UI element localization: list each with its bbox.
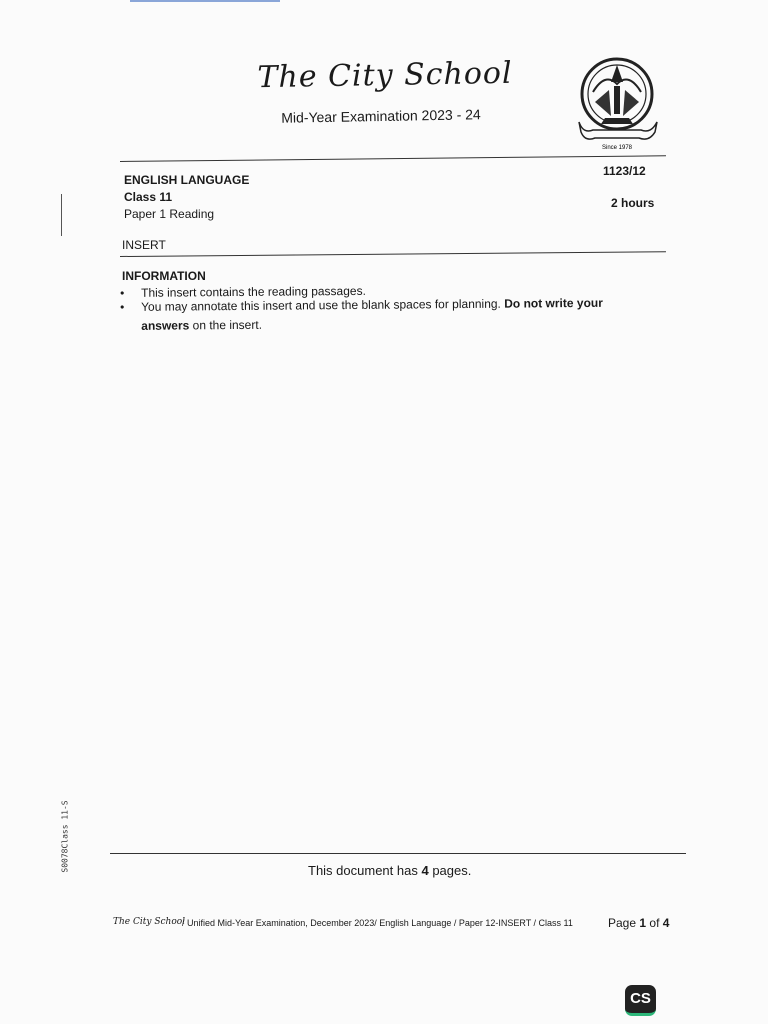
bullet-2-text: You may annotate this insert and use the blank spaces for planning. [141, 296, 501, 314]
page-of: of [649, 916, 660, 930]
paper-code: 1123/12 [603, 164, 646, 178]
bullet-2-emphasis-2: answers [141, 318, 190, 333]
page-count-value: 4 [421, 863, 429, 878]
footer-divider [110, 853, 686, 854]
bullet-1-text: This insert contains the reading passages. [141, 283, 366, 300]
header-divider [120, 155, 666, 162]
exam-duration: 2 hours [611, 196, 655, 210]
page-count-suffix: pages. [432, 863, 472, 878]
bullet-icon: • [120, 285, 125, 300]
page-count-prefix: This document has [308, 863, 418, 878]
page-prefix: Page [608, 916, 637, 930]
side-margin-code: S0078Class 11-S [60, 800, 70, 873]
page-total: 4 [662, 916, 670, 930]
insert-divider [120, 251, 666, 257]
top-edge-mark [130, 0, 280, 2]
footer-school-name: The City School [113, 917, 186, 927]
information-heading: INFORMATION [122, 269, 206, 283]
page-number [608, 916, 669, 930]
exam-title: Mid-Year Examination 2023 - 24 [281, 106, 481, 126]
bullet-2-text-end: on the insert. [192, 317, 263, 333]
information-bullet-2 [120, 293, 650, 336]
camscanner-badge-icon: CS [625, 985, 656, 1016]
bullet-2-line-2 [141, 312, 650, 335]
paper-label: Paper 1 Reading [124, 207, 215, 221]
document-type-label: INSERT [122, 238, 166, 252]
crest-text: Since 1978 [601, 145, 633, 151]
footer-exam-info: / Unified Mid-Year Examination, December 2023/ English Language / Paper 12-INSERT / Class 11 [182, 918, 573, 928]
class-label: Class 11 [124, 190, 173, 204]
bullet-icon: • [120, 299, 125, 314]
bullet-2-emphasis: Do not write your [504, 295, 603, 311]
school-name: The City School [257, 55, 513, 96]
page-count-note [308, 863, 471, 878]
school-crest-icon [575, 52, 663, 152]
margin-pen-mark [61, 194, 62, 236]
subject-label: ENGLISH LANGUAGE [124, 173, 250, 187]
page-current: 1 [639, 916, 647, 930]
